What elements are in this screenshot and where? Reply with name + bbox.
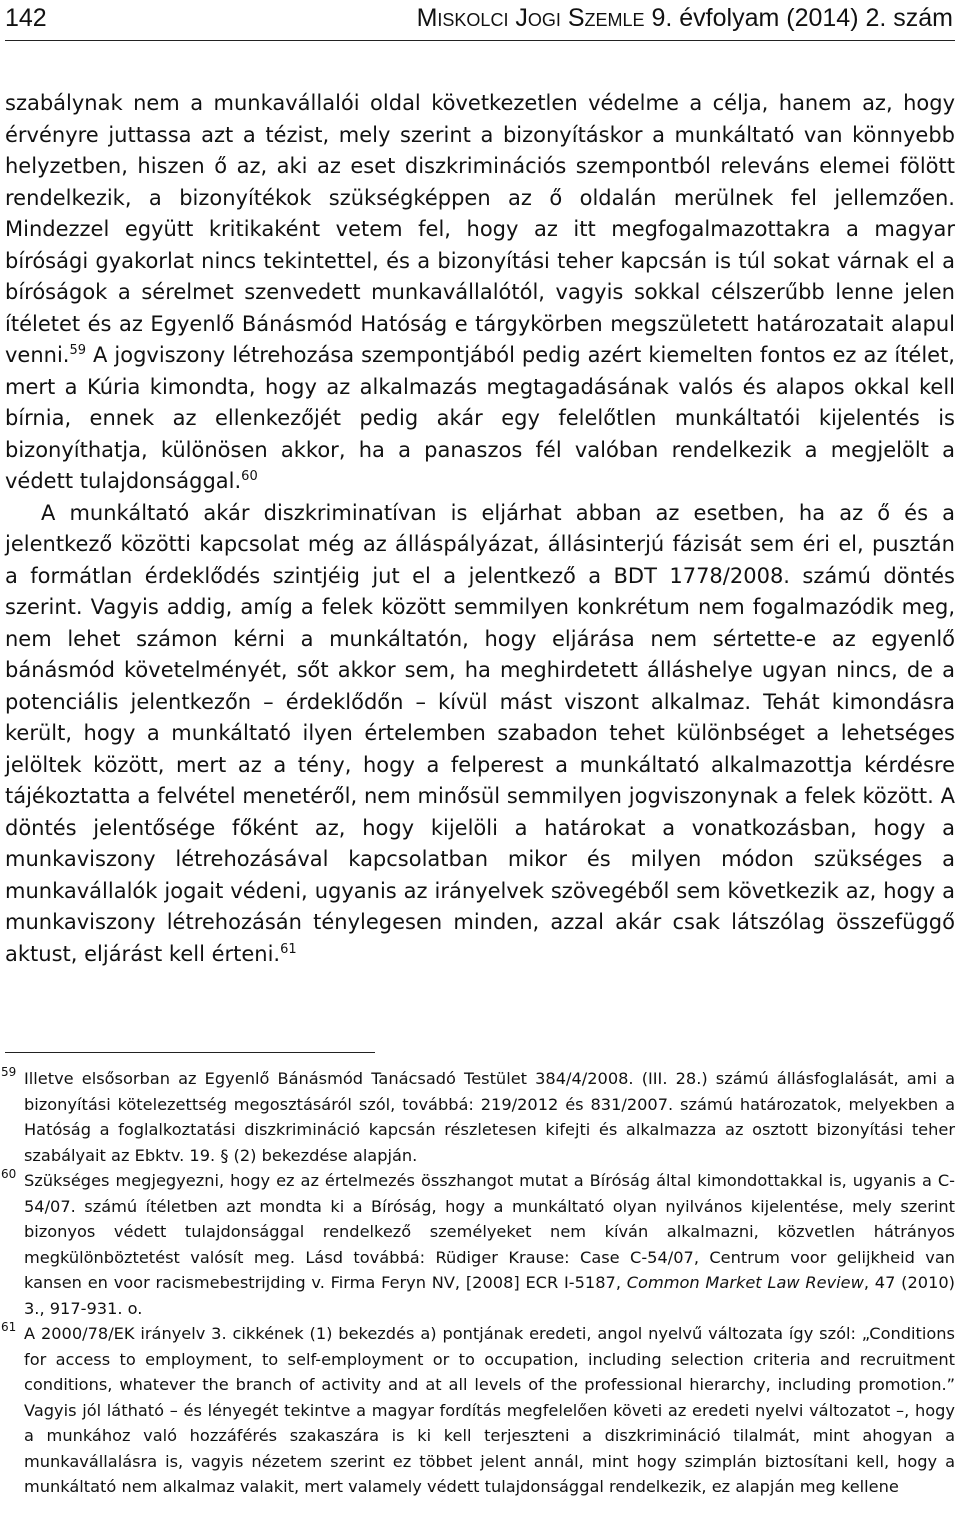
- paragraph-1-text-a: szabálynak nem a munkavállalói oldal következetlen védelme a célja, hanem az, hogy érvényre juttassa azt a tézist, mely szerint a bizonyításkor a munkáltató van könnyebb helyzetben, hiszen ő az, aki az eset diszkriminációs szempontból releváns elemei fölött rendelkezik, a bizonyítékok szükségképpen az ő oldalán merülnek fel jellemzően. Mindezzel együtt kritikaként vetem fel, hogy az itt megfogalmazottakra a magyar bírósági gyakorlat nincs tekintettel, és a bizonyítási teher kapcsán is túl sokat várnak el a bíróságok a sérelmet szenvedett munkavállalótól, vagyis sokkal célszerűbb lenne jelen ítéletet és az Egyenlő Bánásmód Hatóság e tárgykörben megszületett határozatait alapul venni.: [5, 91, 955, 367]
- main-text: [5, 88, 955, 970]
- footnote-number: 61: [1, 1320, 17, 1334]
- journal-title: [417, 0, 953, 36]
- footnote-text: Illetve elsősorban az Egyenlő Bánásmód Tanácsadó Testület 384/4/2008. (III. 28.) számú állásfoglalását, ami a bizonyítási kötelezettség megosztásáról szól, továbbá: 219/2012 és 831/2007. számú határozatok, melyekben a Hatóság a foglalkoztatási diszkrimináció kapcsán részletesen kifejti és alkalmazza az osztott bizonyítási teher szabályait az Ebktv. 19. § (2) bekezdése alapján.: [24, 1069, 955, 1165]
- footnote-61: [1, 1320, 955, 1500]
- header-rule: [5, 40, 955, 41]
- footnote-59: [1, 1065, 955, 1168]
- journal-name: Miskolci Jogi Szemle: [416, 4, 645, 32]
- footnote-ref-61[interactable]: 61: [280, 941, 297, 957]
- footnote-ref-59[interactable]: 59: [69, 343, 87, 358]
- footnote-separator: [5, 1052, 375, 1053]
- journal-issue: 9. évfolyam (2014) 2. szám: [651, 4, 953, 32]
- cited-journal-title: Common Market Law Review: [626, 1273, 864, 1292]
- journal-page: [1, 0, 955, 1522]
- page-number: 142: [5, 4, 47, 32]
- footnotes: [1, 1065, 955, 1500]
- footnote-60: [1, 1167, 955, 1321]
- footnote-ref-60[interactable]: 60: [241, 469, 258, 484]
- paragraph-2-text: A munkáltató akár diszkriminatívan is eljárhat abban az esetben, ha az ő és a jelentkező közötti kapcsolat még az álláspályázat, állásinterjú fázisát sem éri el, pusztán a formátlan érdeklődés szintjéig jut el a jelentkező a BDT 1778/2008. számú döntés szerint. Vagyis addig, amíg a felek között semmilyen konkrétum nem fogalmazódik meg, nem lehet számon kérni a munkáltatón, hogy eljárása nem sértette-e az egyenlő bánásmód követelményét, sőt akkor sem, ha meghirdetett álláshelye ugyan nincs, de a potenciális jelentkezőn – érdeklődőn – kívül mást viszont alkalmaz. Tehát kimondásra került, hogy a munkáltató ilyen értelemben szabadon tehet különbséget a lehetséges jelöltek között, mert az a tény, hogy a felperest a munkáltató alkalmazottja kérdésre tájékoztatta a felvétel menetéről, nem minősül semmilyen jogviszonynak a felek között. A döntés jelentősége főként az, hogy kijelöli a határokat a vonatkozásban, hogy a munkaviszony létrehozásával kapcsolatban mikor és milyen módon szükséges a munkavállalók jogait védeni, ugyanis az irányelvek szövegéből sem következik az, hogy a munkaviszony létrehozásán ténylegesen minden, azzal akár csak látszólag összefüggő aktust, eljárást kell érteni.: [5, 500, 955, 966]
- paragraph-2: [5, 498, 955, 971]
- footnote-text-a: Szükséges megjegyezni, hogy ez az értelmezés összhangot mutat a Bíróság által kimondottakkal is, ugyanis a C-54/07. számú ítéletben azt mondta ki a Bíróság, hogy a munkáltató olyan nyilvános kijelentése, mely szerint bizonyos védett tulajdonsággal rendelkező személyeket nem kíván alkalmazni, közvetlen hátrányos megkülönböztetést valósít meg. Lásd továbbá: Rüdiger Krause: Case C-54/07, Centrum voor gelijkheid van kansen en voor racismebestrijding v. Firma Feryn NV, [2008] ECR I-5187,: [24, 1171, 955, 1292]
- footnote-text: A 2000/78/EK irányelv 3. cikkének (1) bekezdés a) pontjának eredeti, angol nyelvű változata így szól: „Conditions for access to employment, to self-employment or to occupation, including selection criteria and recruitment conditions, whatever the branch of activity and at all levels of the professional hierarchy, including promotion.” Vagyis jól látható – és lényegét tekintve a magyar fordítás megfelelően követi az eredeti nyelvi változatot –, hogy a munkához való hozzáférés szakaszára is ki kell terjeszteni a diszkrimináció tilalmát, mint ahogyan a munkavállalásra is, vagyis nézetem szerint ez többet jelent annál, mint hogy szimplán biztosítani kell, hogy a munkáltató nem alkalmaz valakit, mert valamely védett tulajdonsággal rendelkezik, ez alapján meg kellene: [24, 1324, 955, 1496]
- paragraph-1: [5, 88, 955, 498]
- footnote-number: 60: [1, 1167, 17, 1181]
- footnote-text: [24, 1168, 955, 1321]
- footnote-number: 59: [1, 1065, 17, 1079]
- footnote-text-b: , 47 (2010) 3., 917-931. o.: [24, 1273, 955, 1318]
- paragraph-1-text-b: A jogviszony létrehozása szempontjából pedig azért kiemelten fontos ez az ítélet, mert a Kúria kimondta, hogy az alkalmazás megtagadásának valós és alapos okkal kell bírnia, ennek az ellenkezőjét pedig akár egy felelőtlen munkáltatói kijelentés is bizonyíthatja, különösen akkor, ha a panaszos fél valóban rendelkezik a megjelölt a védett tulajdonsággal.: [5, 343, 955, 493]
